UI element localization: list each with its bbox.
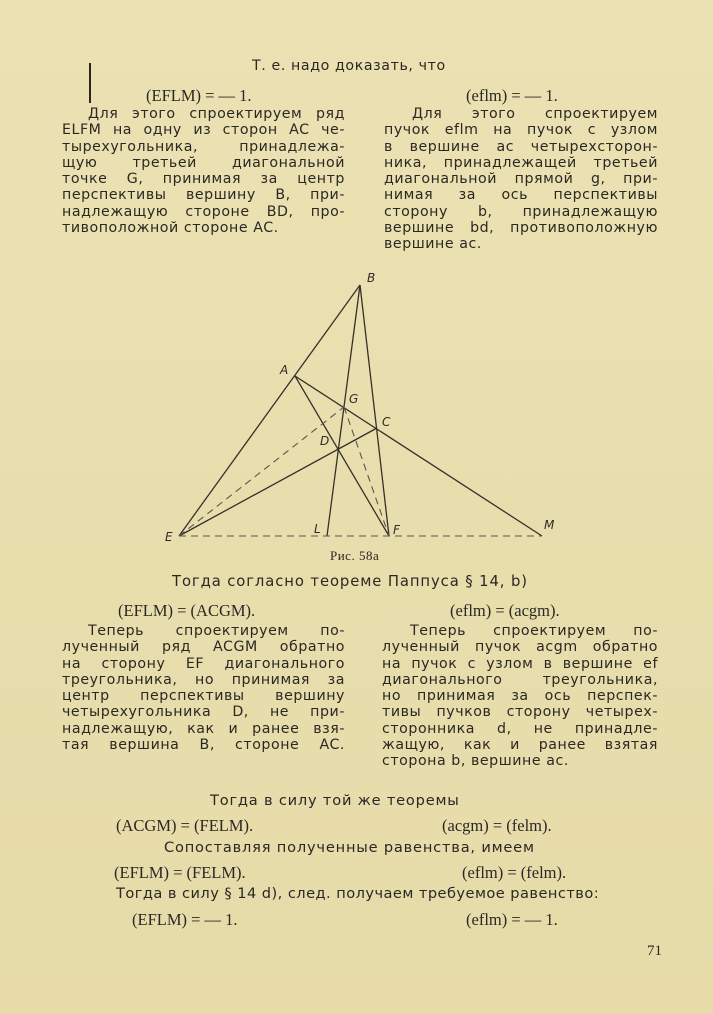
text-line: Теперь спроектируем по- (88, 623, 345, 639)
text-line: но принимая за ось перспек- (382, 688, 658, 705)
point-label-C: C (382, 415, 391, 429)
page-number: 71 (647, 943, 662, 959)
text-line: Для этого спроектируем ряд (88, 106, 345, 122)
text-line: ELFM на одну из сторон AC че- (62, 122, 345, 139)
text-line: в вершине ac четырехсторон- (384, 138, 658, 155)
right-eq-2: (eflm) = (acgm). (450, 601, 560, 620)
right-eq-4: (eflm) = (felm). (462, 863, 567, 882)
left-eq-3: (ACGM) = (FELM). (116, 816, 254, 835)
text-line: тивоположной стороне AC. (62, 220, 279, 237)
left-eq-1: (EFLM) = — 1. (146, 86, 252, 105)
line-EG-dashed (179, 407, 344, 536)
text-line: точке G, принимая за центр (62, 171, 345, 188)
right-eq-3: (acgm) = (felm). (442, 816, 552, 835)
text-line: тая вершина B, стороне AC. (62, 737, 345, 754)
point-label-G: G (349, 392, 359, 406)
left-paragraph-2 (62, 623, 345, 753)
point-label-M: M (544, 518, 555, 532)
text-line: тивы пучков сторону четырех- (382, 704, 658, 721)
text-line: вершине ac. (384, 236, 482, 253)
comparing-line: Сопоставляя полученные равенства, имеем (164, 839, 535, 856)
text-line: Теперь спроектируем по- (410, 623, 658, 639)
text-line: Для этого спроектируем (412, 106, 658, 122)
point-label-D: D (320, 434, 330, 448)
pappus-line: Тогда согласно теореме Паппуса § 14, b) (172, 573, 528, 590)
point-label-B: B (367, 271, 376, 285)
point-label-A: A (280, 363, 289, 377)
text-line: четырехугольника D, не при- (62, 704, 345, 721)
text-line: лученный пучок acgm обратно (382, 639, 658, 656)
text-line: надлежащую стороне BD, про- (62, 203, 345, 220)
line-AF (295, 376, 389, 536)
text-line: ника, принадлежащей третьей (384, 154, 658, 171)
right-paragraph-2 (382, 623, 658, 770)
line-AM (295, 376, 542, 536)
left-eq-5: (EFLM) = — 1. (132, 910, 238, 929)
text-line: диагональной прямой g, при- (384, 171, 658, 188)
right-eq-5: (eflm) = — 1. (466, 910, 558, 929)
text-line: диагонального треугольника, (382, 671, 658, 688)
text-line: лученный ряд ACGM обратно (62, 639, 345, 656)
text-line: сторона b, вершине ac. (382, 753, 569, 770)
point-label-F: F (393, 523, 400, 537)
text-line: щую третьей диагональной (62, 154, 345, 171)
text-line: тырехугольника, принадлежа- (62, 138, 345, 155)
text-line: на пучок с узлом в вершине ef (382, 655, 658, 672)
conclusion-line: Тогда в силу § 14 d), след. получаем требуемое равенство: (116, 885, 600, 902)
text-line: на сторону EF диагонального (62, 655, 345, 672)
left-eq-4: (EFLM) = (FELM). (114, 863, 246, 882)
text-line: надлежащую, как и ранее взя- (62, 720, 345, 737)
same-theorem-line: Тогда в силу той же теоремы (210, 792, 460, 809)
intro-line: Т. е. надо доказать, что (252, 58, 446, 74)
text-line: жащую, как и ранее взятая (382, 737, 658, 754)
figure-caption: Рис. 58а (330, 548, 380, 563)
text-line: нимая за ось перспективы (384, 187, 658, 204)
right-eq-1: (eflm) = — 1. (466, 86, 558, 105)
line-BL (327, 285, 360, 536)
text-line: вершине bd, противоположную (384, 220, 658, 237)
text-line: треугольника, но принимая за (62, 671, 345, 688)
text-line: пучок eflm на пучок с узлом (384, 122, 658, 139)
left-eq-2: (EFLM) = (ACGM). (118, 601, 256, 620)
text-line: перспективы вершину B, при- (62, 187, 345, 204)
text-line: сторону b, принадлежащую (384, 203, 658, 220)
point-label-E: E (165, 530, 173, 544)
line-BF (360, 285, 389, 536)
line-EC (179, 428, 377, 536)
point-label-L: L (314, 522, 321, 536)
text-line: сторонника d, не принадле- (382, 720, 658, 737)
line-EB (179, 285, 360, 536)
text-line: центр перспективы вершину (62, 688, 345, 705)
